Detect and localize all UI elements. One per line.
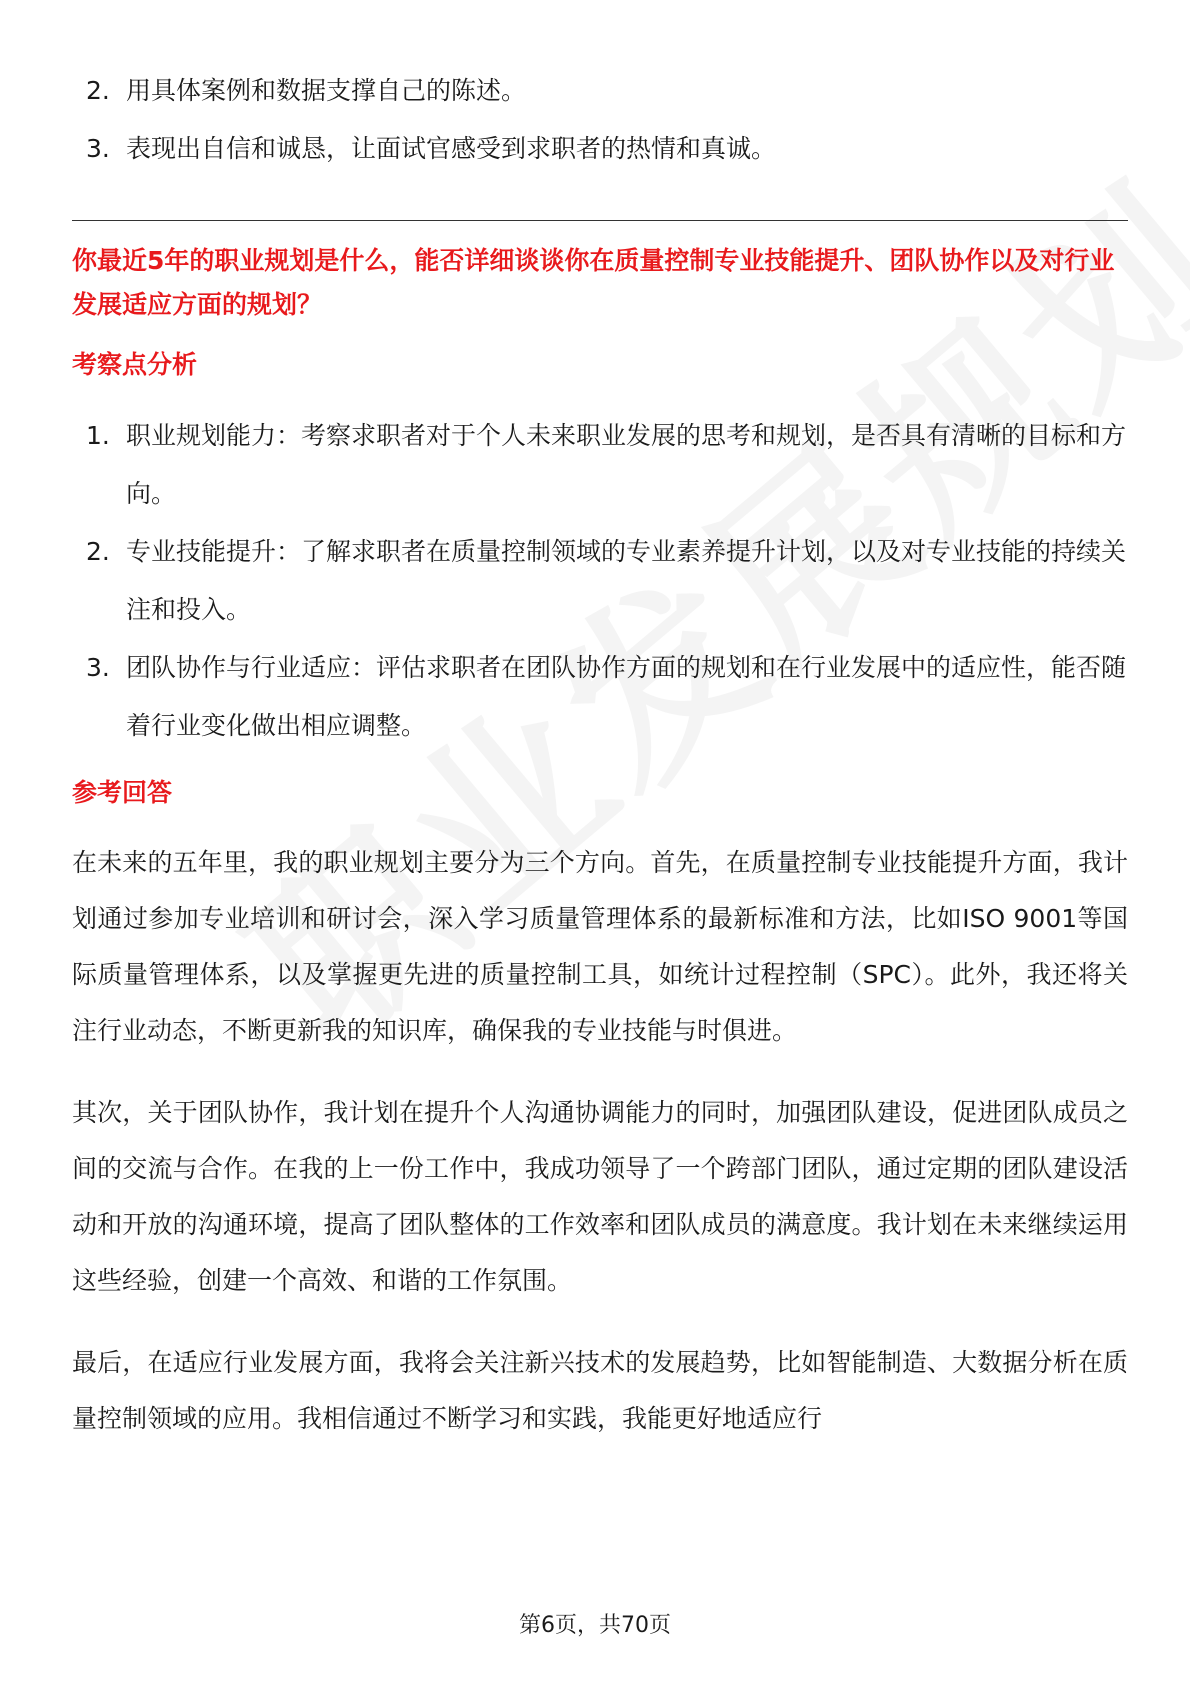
analysis-title: 考察点分析 — [72, 350, 198, 379]
section-divider — [72, 220, 1128, 221]
list-item-number: 2. — [86, 537, 110, 566]
list-item-text: 用具体案例和数据支撑自己的陈述。 — [126, 76, 527, 105]
list-item-number: 1. — [86, 421, 110, 450]
list-item-number: 3. — [86, 653, 110, 682]
list-item-number: 3. — [86, 134, 110, 163]
list-item-text: 表现出自信和诚恳，让面试官感受到求职者的热情和真诚。 — [126, 134, 777, 163]
page-content — [72, 62, 1128, 1447]
page-number-footer: 第6页，共70页 — [519, 1613, 671, 1638]
list-item — [72, 407, 1128, 523]
list-item-number: 2. — [86, 76, 110, 105]
answer-paragraph: 在未来的五年里，我的职业规划主要分为三个方向。首先，在质量控制专业技能提升方面，我计划通过参加专业培训和研讨会，深入学习质量管理体系的最新标准和方法，比如ISO 9001等国际质量管理体系，以及掌握更先进的质量控制工具，如统计过程控制（SPC）。此外，我还将关注行业动态，不断更新我的知识库，确保我的专业技能与时俱进。 — [72, 848, 1128, 1045]
list-item-text: 职业规划能力：考察求职者对于个人未来职业发展的思考和规划，是否具有清晰的目标和方向。 — [126, 421, 1127, 508]
analysis-list — [72, 407, 1128, 755]
list-item — [72, 639, 1128, 755]
answer-title: 参考回答 — [72, 778, 173, 807]
list-item-text: 团队协作与行业适应：评估求职者在团队协作方面的规划和在行业发展中的适应性，能否随着行业变化做出相应调整。 — [126, 653, 1127, 740]
list-item — [72, 120, 1128, 178]
top-list — [72, 62, 1128, 178]
list-item — [72, 523, 1128, 639]
list-item-text: 专业技能提升：了解求职者在质量控制领域的专业素养提升计划，以及对专业技能的持续关注和投入。 — [126, 537, 1127, 624]
answer-paragraph: 其次，关于团队协作，我计划在提升个人沟通协调能力的同时，加强团队建设，促进团队成员之间的交流与合作。在我的上一份工作中，我成功领导了一个跨部门团队，通过定期的团队建设活动和开放的沟通环境，提高了团队整体的工作效率和团队成员的满意度。我计划在未来继续运用这些经验，创建一个高效、和谐的工作氛围。 — [72, 1098, 1128, 1295]
question-heading: 你最近5年的职业规划是什么，能否详细谈谈你在质量控制专业技能提升、团队协作以及对行业发展适应方面的规划？ — [72, 246, 1115, 319]
list-item — [72, 62, 1128, 120]
answer-paragraph: 最后，在适应行业发展方面，我将会关注新兴技术的发展趋势，比如智能制造、大数据分析在质量控制领域的应用。我相信通过不断学习和实践，我能更好地适应行 — [72, 1348, 1128, 1433]
